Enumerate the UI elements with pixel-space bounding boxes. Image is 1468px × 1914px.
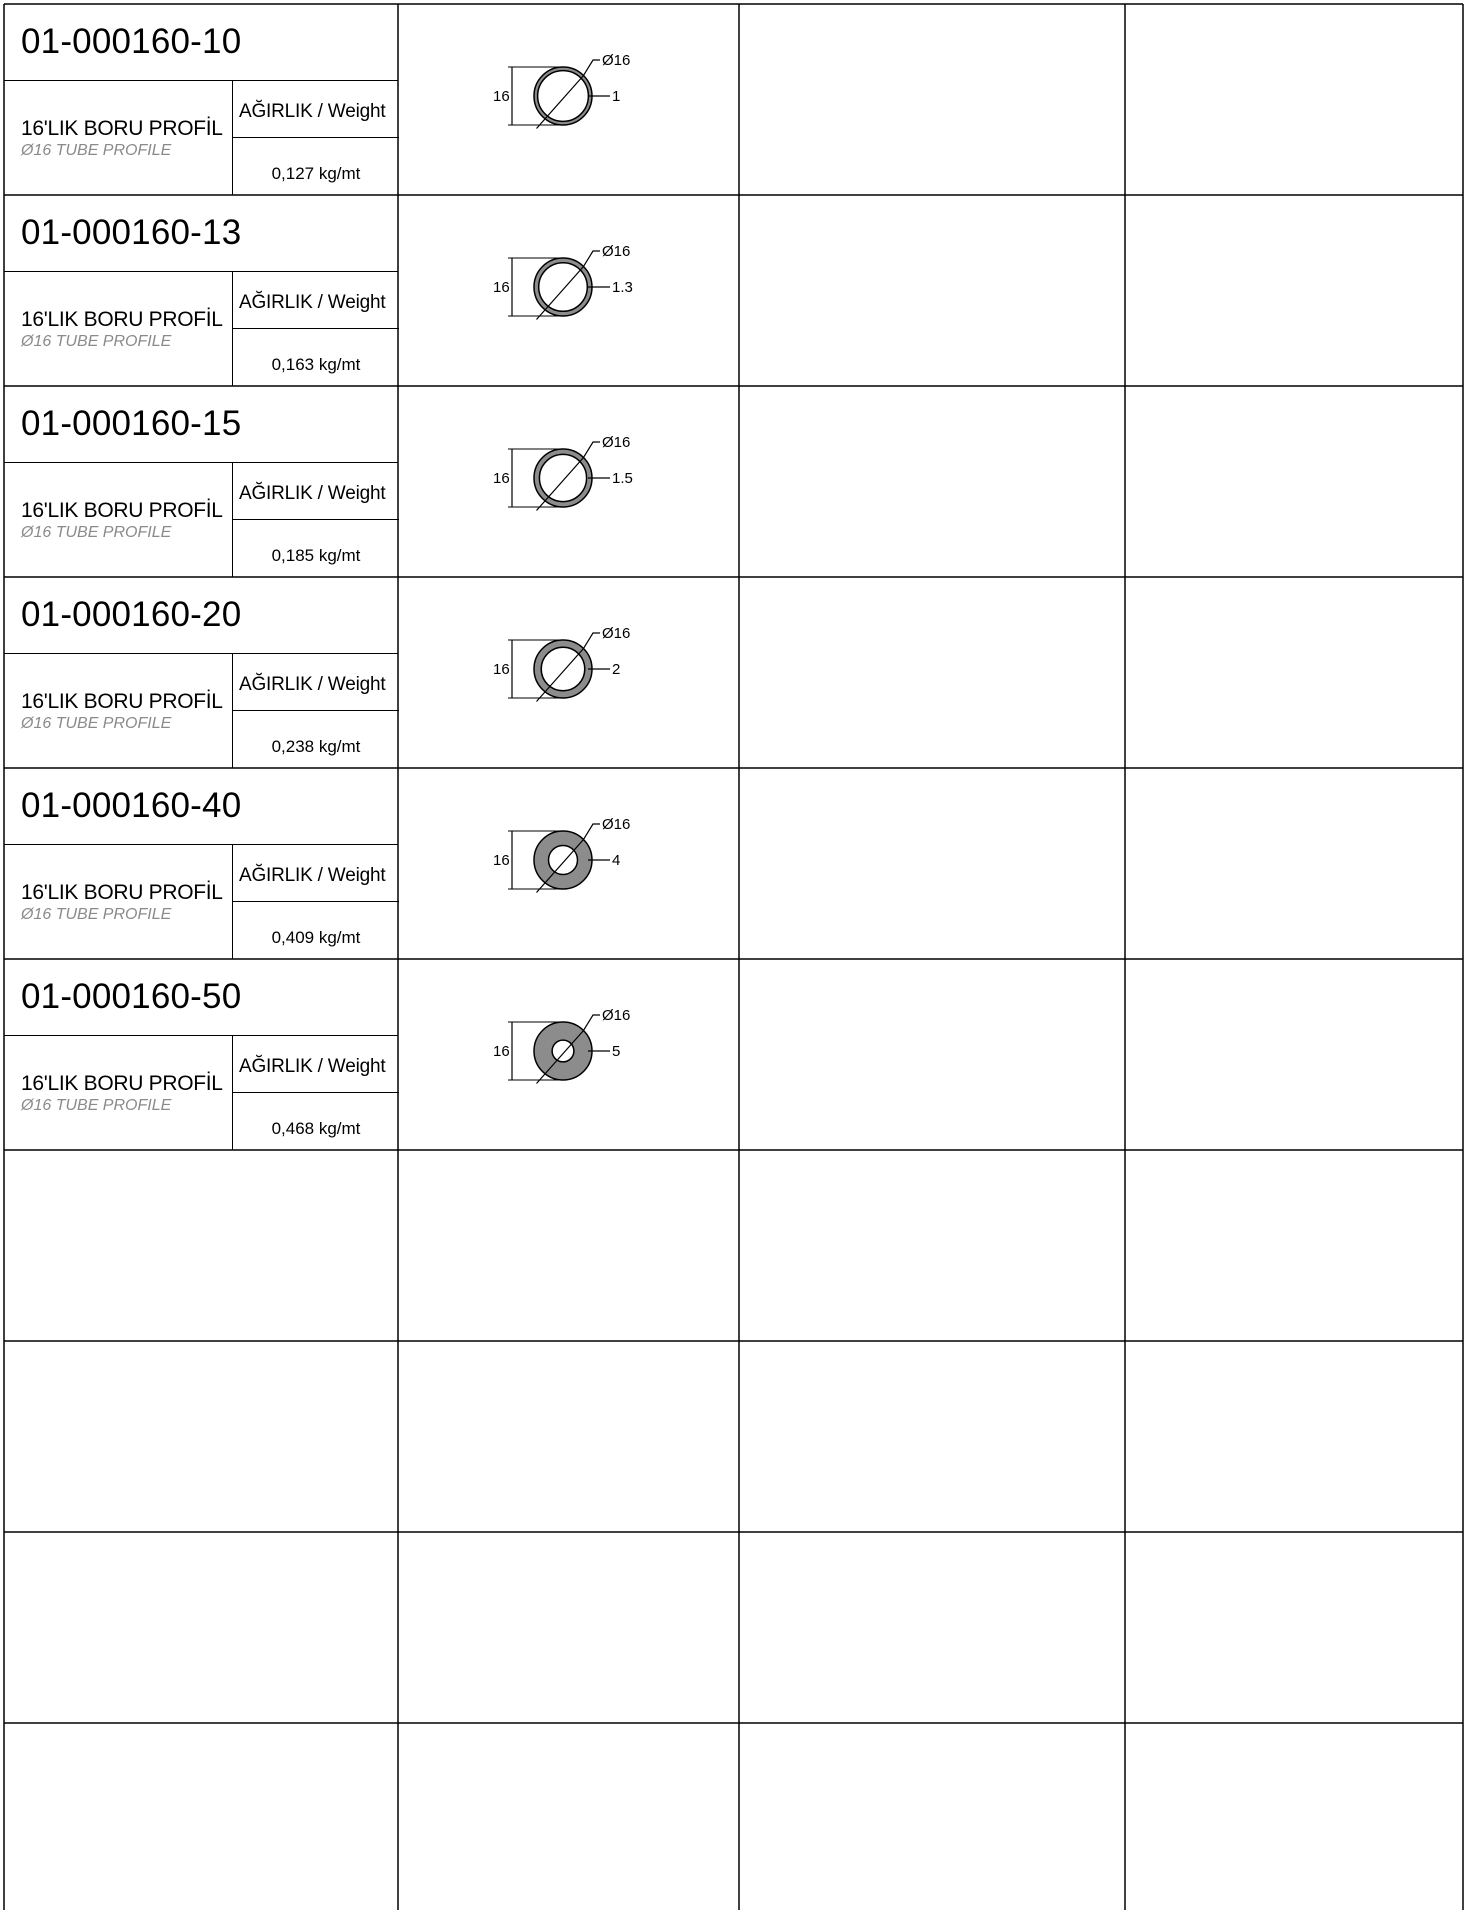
wall-label: 4: [612, 852, 621, 869]
weight-label: AĞIRLIK / Weight: [233, 272, 399, 329]
product-code: 01-000160-40: [4, 768, 398, 845]
weight-box: [232, 654, 398, 768]
height-label: 16: [493, 661, 510, 678]
product-name-en: Ø16 TUBE PROFILE: [21, 142, 172, 159]
product-code: 01-000160-10: [4, 4, 398, 81]
product-info-cell: [4, 4, 398, 195]
diameter-leader: [584, 633, 600, 648]
product-code: 01-000160-20: [4, 577, 398, 654]
wall-label: 1.5: [612, 470, 633, 487]
product-name-tr: 16'LIK BORU PROFİL: [21, 117, 223, 140]
weight-value: 0,238 kg/mt: [271, 737, 361, 756]
product-name-tr: 16'LIK BORU PROFİL: [21, 690, 223, 713]
tube-section-drawing: [398, 577, 739, 768]
empty-cell: [1125, 1723, 1463, 1914]
tube-section-drawing: [398, 195, 739, 386]
empty-cell: [1125, 4, 1463, 195]
product-info-cell: [4, 959, 398, 1150]
product-name-en: Ø16 TUBE PROFILE: [21, 1097, 172, 1114]
weight-value: 0,409 kg/mt: [271, 928, 361, 947]
empty-cell: [739, 1341, 1125, 1532]
product-row: [4, 768, 1463, 959]
weight-value: 0,163 kg/mt: [271, 355, 361, 374]
weight-box: [232, 1036, 398, 1150]
product-name-en: Ø16 TUBE PROFILE: [21, 333, 172, 350]
product-code: 01-000160-50: [4, 959, 398, 1036]
height-label: 16: [493, 88, 510, 105]
profile-drawing-cell: [398, 959, 739, 1150]
profile-drawing-cell: [398, 386, 739, 577]
diameter-leader: [584, 442, 600, 457]
empty-cell: [4, 1723, 398, 1914]
wall-label: 5: [612, 1043, 621, 1060]
diameter-label: Ø16: [602, 243, 631, 260]
product-row: [4, 4, 1463, 195]
empty-cell: [398, 1532, 739, 1723]
empty-cell: [1125, 1150, 1463, 1341]
profile-drawing-cell: [398, 195, 739, 386]
empty-cell: [1125, 386, 1463, 577]
empty-cell: [398, 1150, 739, 1341]
empty-cell: [1125, 959, 1463, 1150]
diameter-label: Ø16: [602, 816, 631, 833]
empty-cell: [1125, 195, 1463, 386]
weight-label: AĞIRLIK / Weight: [233, 845, 399, 902]
product-name-tr: 16'LIK BORU PROFİL: [21, 881, 223, 904]
diameter-label: Ø16: [602, 434, 631, 451]
empty-cell: [1125, 1532, 1463, 1723]
empty-row: [4, 1723, 1463, 1914]
weight-box: [232, 272, 398, 386]
empty-cell: [1125, 768, 1463, 959]
empty-cell: [1125, 1341, 1463, 1532]
empty-row: [4, 1532, 1463, 1723]
diameter-leader: [584, 251, 600, 266]
empty-cell: [739, 768, 1125, 959]
product-name-tr: 16'LIK BORU PROFİL: [21, 308, 223, 331]
empty-cell: [1125, 577, 1463, 768]
empty-row: [4, 1341, 1463, 1532]
weight-box: [232, 463, 398, 577]
empty-cell: [739, 1532, 1125, 1723]
tube-section-drawing: [398, 768, 739, 959]
weight-label: AĞIRLIK / Weight: [233, 1036, 399, 1093]
height-label: 16: [493, 1043, 510, 1060]
weight-label: AĞIRLIK / Weight: [233, 463, 399, 520]
product-name-en: Ø16 TUBE PROFILE: [21, 906, 172, 923]
product-name-en: Ø16 TUBE PROFILE: [21, 715, 172, 732]
empty-cell: [739, 195, 1125, 386]
wall-label: 2: [612, 661, 621, 678]
product-name-tr: 16'LIK BORU PROFİL: [21, 499, 223, 522]
empty-cell: [4, 1532, 398, 1723]
empty-cell: [739, 1150, 1125, 1341]
weight-value: 0,468 kg/mt: [271, 1119, 361, 1138]
diameter-leader: [584, 824, 600, 839]
weight-value: 0,185 kg/mt: [271, 546, 361, 565]
empty-cell: [739, 1723, 1125, 1914]
product-name-tr: 16'LIK BORU PROFİL: [21, 1072, 223, 1095]
empty-cell: [4, 1150, 398, 1341]
tube-section-drawing: [398, 4, 739, 195]
profile-drawing-cell: [398, 577, 739, 768]
weight-label: AĞIRLIK / Weight: [233, 81, 399, 138]
empty-row: [4, 1150, 1463, 1341]
diameter-label: Ø16: [602, 625, 631, 642]
tube-section-drawing: [398, 959, 739, 1150]
empty-cell: [398, 1723, 739, 1914]
product-row: [4, 386, 1463, 577]
empty-cell: [739, 386, 1125, 577]
wall-label: 1: [612, 88, 621, 105]
diameter-leader: [584, 1015, 600, 1030]
product-info-cell: [4, 195, 398, 386]
tube-section-drawing: [398, 386, 739, 577]
empty-cell: [739, 577, 1125, 768]
weight-value: 0,127 kg/mt: [271, 164, 361, 183]
profile-drawing-cell: [398, 768, 739, 959]
empty-cell: [739, 959, 1125, 1150]
weight-box: [232, 845, 398, 959]
diameter-label: Ø16: [602, 1007, 631, 1024]
weight-label: AĞIRLIK / Weight: [233, 654, 399, 711]
weight-box: [232, 81, 398, 195]
product-name-en: Ø16 TUBE PROFILE: [21, 524, 172, 541]
product-code: 01-000160-13: [4, 195, 398, 272]
product-info-cell: [4, 577, 398, 768]
product-row: [4, 959, 1463, 1150]
diameter-label: Ø16: [602, 52, 631, 69]
product-info-cell: [4, 386, 398, 577]
empty-cell: [398, 1341, 739, 1532]
diameter-leader: [584, 60, 600, 75]
height-label: 16: [493, 852, 510, 869]
product-row: [4, 577, 1463, 768]
profile-drawing-cell: [398, 4, 739, 195]
product-code: 01-000160-15: [4, 386, 398, 463]
empty-cell: [4, 1341, 398, 1532]
empty-cell: [739, 4, 1125, 195]
wall-label: 1.3: [612, 279, 633, 296]
height-label: 16: [493, 279, 510, 296]
product-info-cell: [4, 768, 398, 959]
product-row: [4, 195, 1463, 386]
height-label: 16: [493, 470, 510, 487]
